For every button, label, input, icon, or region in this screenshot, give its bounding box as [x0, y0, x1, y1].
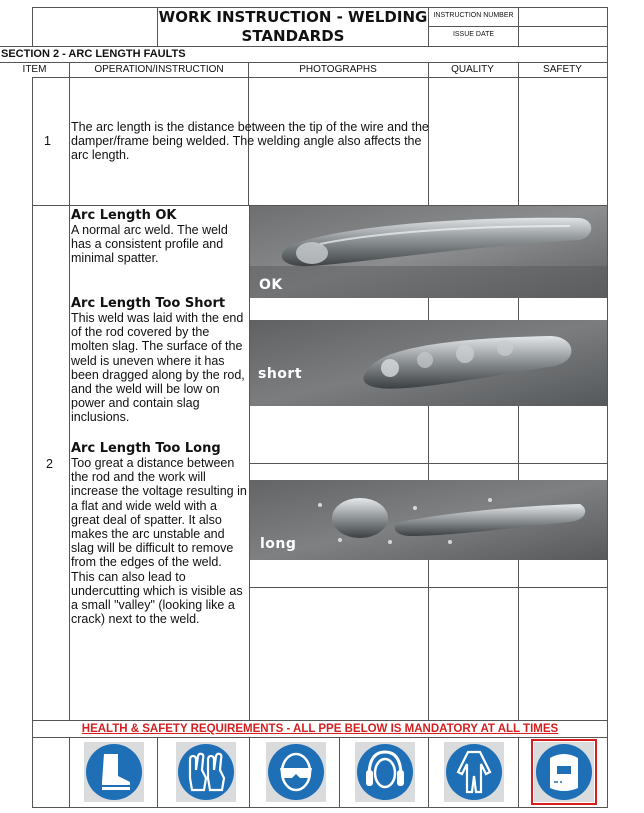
col-header-item: ITEM: [22, 64, 47, 75]
page-title-line1: WORK INSTRUCTION - WELDING: [158, 8, 428, 26]
col-header-safety: SAFETY: [543, 64, 582, 75]
section-line: [0, 62, 608, 63]
border-left-header: [32, 7, 33, 46]
issue-date-label: ISSUE DATE: [452, 31, 495, 38]
instruction-number-label: INSTRUCTION NUMBER: [433, 12, 514, 19]
protective-coverall-icon: [444, 742, 504, 802]
footer-divider-4: [339, 737, 340, 808]
border-left: [32, 78, 33, 808]
row1-instruction: The arc length is the distance between the tip of the wire and the damper/frame being welded. The welding angle also affects the arc length.: [71, 120, 429, 163]
header-meta-divider: [428, 26, 608, 27]
row1-item-number: 1: [44, 134, 51, 148]
safety-boots-icon: [84, 742, 144, 802]
arc-ok-heading: Arc Length OK: [71, 208, 177, 223]
divider-item: [69, 62, 70, 720]
row2-bottom-line: [32, 720, 608, 721]
border-right: [607, 7, 608, 808]
section-title: SECTION 2 - ARC LENGTH FAULTS: [1, 48, 186, 60]
col-header-photographs: PHOTOGRAPHS: [299, 64, 377, 75]
row2-item-number: 2: [46, 457, 53, 471]
arc-ok-photo: [250, 206, 607, 298]
arc-long-block: [71, 441, 248, 626]
arc-ok-photo-label: OK: [259, 277, 283, 293]
page-title-line2: STANDARDS: [241, 27, 345, 45]
arc-long-photo-label: long: [260, 536, 297, 552]
welding-mask-icon: [534, 742, 594, 802]
footer-line: [32, 737, 608, 738]
footer-divider-1: [69, 737, 70, 808]
arc-long-text: Too great a distance between the rod and the work will increase the voltage resulting in a flat and wide weld with a great deal of spatter. It also makes the arc unstable and slag will be difficult to remove from the edges of the weld. This can also lead to undercutting which is visible as a small "valley" (looking like a crack) next to the weld.: [71, 456, 247, 627]
arc-long-heading: Arc Length Too Long: [71, 441, 221, 456]
arc-long-photo: [250, 480, 607, 560]
arc-ok-block: [71, 208, 247, 266]
protective-gloves-icon: [176, 742, 236, 802]
border-bottom: [32, 807, 608, 808]
qs-line-3: [249, 587, 608, 588]
arc-short-text: This weld was laid with the end of the rod covered by the molten slag. The surface of the weld is uneven where it has been dragged along by the rod, and the weld will be low on power and contain slag inclusions.: [71, 311, 245, 425]
safety-glasses-icon: [266, 742, 326, 802]
col-header-operation: OPERATION/INSTRUCTION: [94, 64, 224, 75]
col-header-line: [32, 77, 608, 78]
arc-short-block: [71, 296, 248, 425]
qs-line-2: [249, 463, 608, 464]
header-bottom-line: [0, 46, 608, 47]
col-header-quality: QUALITY: [451, 64, 494, 75]
ear-protection-icon: [355, 742, 415, 802]
footer-divider-2: [157, 737, 158, 808]
arc-ok-text: A normal arc weld. The weld has a consistent profile and minimal spatter.: [71, 223, 228, 266]
arc-short-photo-label: short: [258, 366, 303, 382]
footer-divider-3: [249, 737, 250, 808]
arc-short-heading: Arc Length Too Short: [71, 296, 226, 311]
footer-divider-6: [518, 737, 519, 808]
safety-requirements-text: HEALTH & SAFETY REQUIREMENTS - ALL PPE BELOW IS MANDATORY AT ALL TIMES: [81, 723, 559, 735]
arc-short-photo: [250, 320, 607, 406]
footer-divider-5: [428, 737, 429, 808]
